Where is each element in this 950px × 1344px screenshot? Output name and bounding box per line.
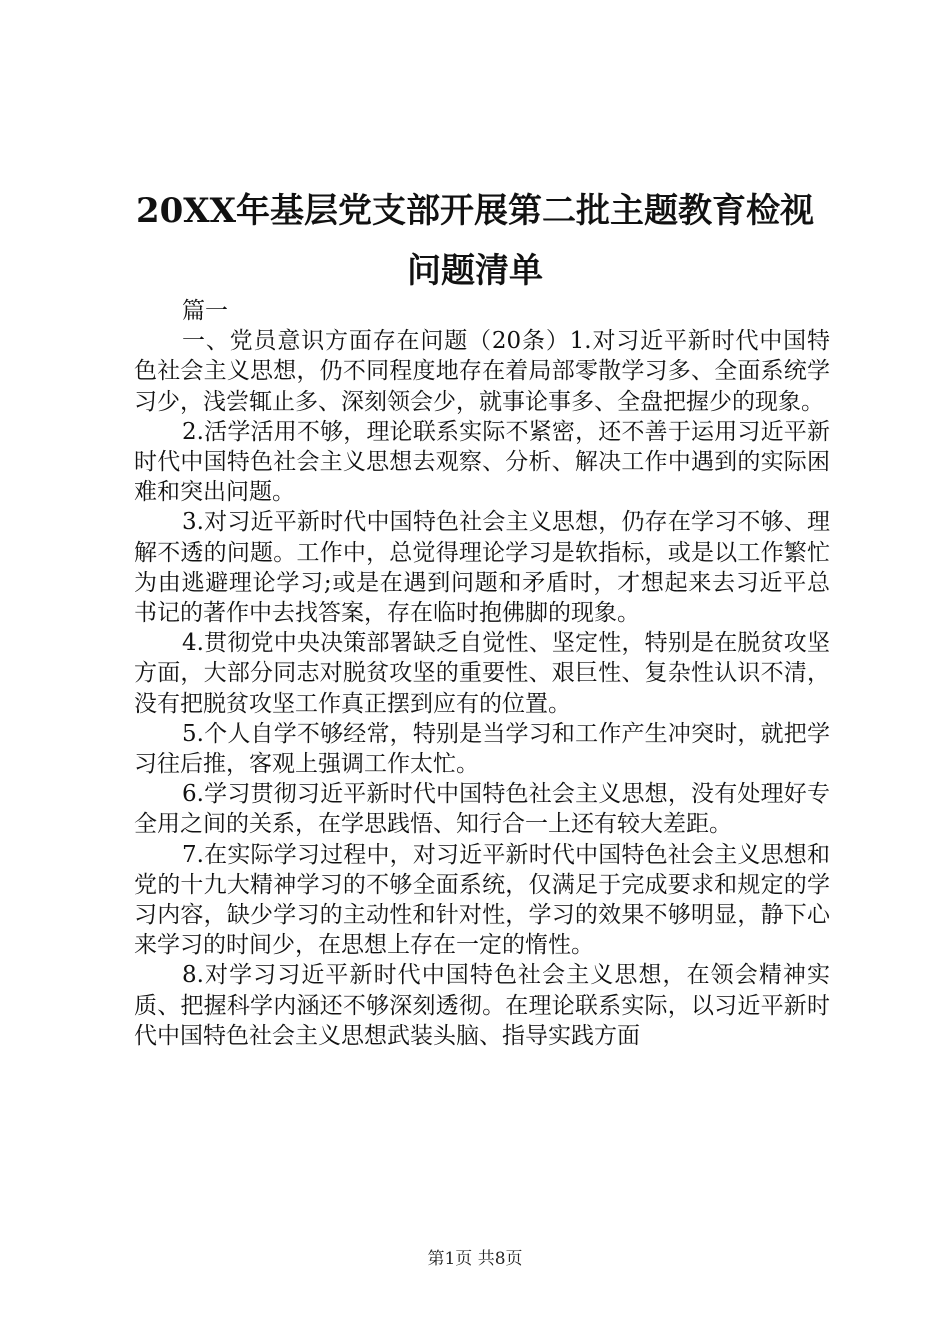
paragraph-item-1: 一、党员意识方面存在问题（20条）1.对习近平新时代中国特色社会主义思想，仍不同程度地存在着局部零散学习多、全面系统学习少，浅尝辄止多、深刻领会少，就事论事多、全盘把握少的现象。 <box>134 328 830 415</box>
paragraph-item-2: 2.活学活用不够，理论联系实际不紧密，还不善于运用习近平新时代中国特色社会主义思想去观察、分析、解决工作中遇到的实际困难和突出问题。 <box>134 418 830 506</box>
paragraph-item-5: 5.个人自学不够经常，特别是当学习和工作产生冲突时，就把学习往后推，客观上强调工作太忙。 <box>134 720 830 778</box>
document-title-line-1: 20XX年基层党支部开展第二批主题教育检视 <box>135 191 815 231</box>
document-body <box>134 296 830 1051</box>
page-number-footer: 第1页 共8页 <box>427 1249 523 1269</box>
paragraph-item-8: 8.对学习习近平新时代中国特色社会主义思想，在领会精神实质、把握科学内涵还不够深刻透彻。在理论联系实际，以习近平新时代中国特色社会主义思想武装头脑、指导实践方面 <box>134 962 830 1049</box>
paragraph-item-6: 6.学习贯彻习近平新时代中国特色社会主义思想，没有处理好专全用之间的关系，在学思践悟、知行合一上还有较大差距。 <box>134 781 830 838</box>
paragraph-item-4: 4.贯彻党中央决策部署缺乏自觉性、坚定性，特别是在脱贫攻坚方面，大部分同志对脱贫攻坚的重要性、艰巨性、复杂性认识不清，没有把脱贫攻坚工作真正摆到应有的位置。 <box>134 630 830 717</box>
paragraph-section-label: 篇一 <box>182 298 228 324</box>
document-title-line-2: 问题清单 <box>407 251 543 291</box>
paragraph-item-7: 7.在实际学习过程中，对习近平新时代中国特色社会主义思想和党的十九大精神学习的不够全面系统，仅满足于完成要求和规定的学习内容，缺少学习的主动性和针对性，学习的效果不够明显，静下心来学习的时间少，在思想上存在一定的惰性。 <box>134 841 830 959</box>
paragraph-item-3: 3.对习近平新时代中国特色社会主义思想，仍存在学习不够、理解不透的问题。工作中，总觉得理论学习是软指标，或是以工作繁忙为由逃避理论学习;或是在遇到问题和矛盾时，才想起来去习近平总书记的著作中去找答案，存在临时抱佛脚的现象。 <box>134 509 830 627</box>
